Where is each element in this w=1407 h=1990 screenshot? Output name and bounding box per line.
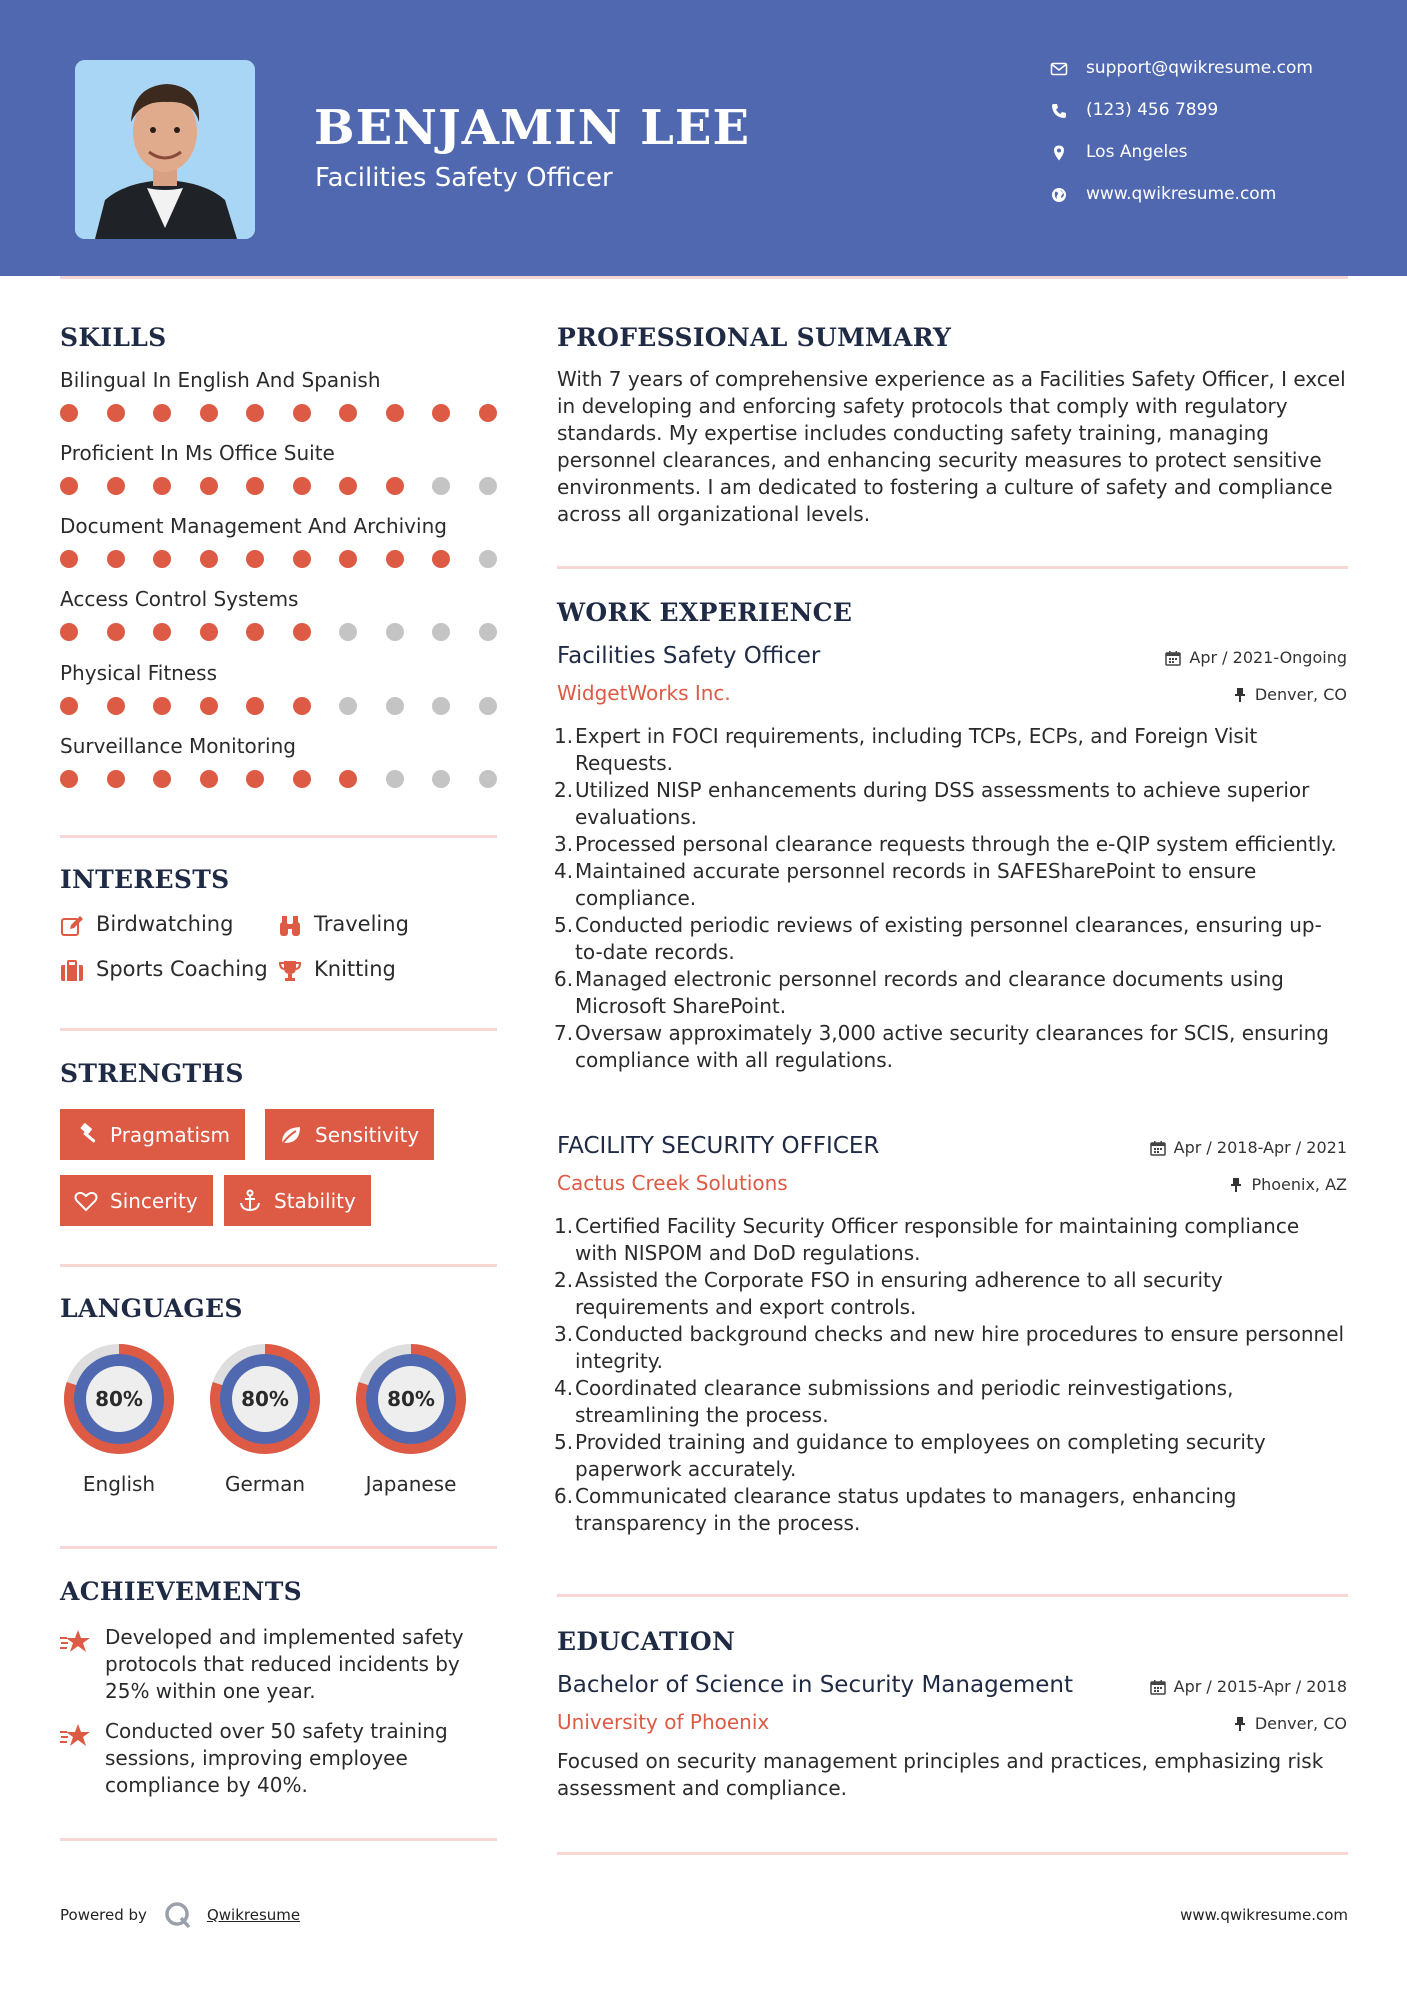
rating-dot-filled [386, 404, 404, 422]
interest-label: Birdwatching [96, 912, 234, 936]
language-percent: 80% [241, 1387, 289, 1411]
pushpin-icon [1233, 687, 1247, 703]
pushpin-icon [1229, 1177, 1243, 1193]
rating-dot-empty [432, 770, 450, 788]
candidate-title: Facilities Safety Officer [315, 163, 613, 193]
job-location-text: Phoenix, AZ [1251, 1175, 1347, 1194]
interest-label: Knitting [314, 957, 396, 981]
job-bullet-text: Conducted background checks and new hire procedures to ensure personnel integrity. [575, 1322, 1345, 1373]
anchor-icon [238, 1189, 262, 1213]
qwikresume-link[interactable]: Qwikresume [206, 1906, 301, 1924]
rating-dot-filled [293, 550, 311, 568]
rating-dot-filled [200, 404, 218, 422]
envelope-icon [1050, 60, 1068, 78]
phone-icon [1050, 102, 1068, 120]
education-location-text: Denver, CO [1254, 1714, 1347, 1733]
achievement-text: Developed and implemented safety protocols that reduced incidents by 25% within one year. [105, 1625, 464, 1703]
calendar-icon [1165, 650, 1181, 666]
star-icon [60, 1628, 92, 1656]
trophy-icon [278, 959, 302, 983]
strength-chip [60, 1109, 245, 1160]
strength-label: Stability [274, 1188, 356, 1213]
job-date-text: Apr / 2018-Apr / 2021 [1173, 1138, 1347, 1157]
job-bullet-text: Provided training and guidance to employees on completing security paperwork accurately. [575, 1430, 1266, 1481]
rating-dot-empty [386, 770, 404, 788]
job-date [1150, 1138, 1347, 1157]
rating-dot-empty [432, 477, 450, 495]
footer-url[interactable]: www.qwikresume.com [1180, 1906, 1348, 1924]
rating-dot-filled [200, 770, 218, 788]
rating-dot-filled [200, 477, 218, 495]
interests-heading: INTERESTS [60, 865, 230, 894]
section-divider [557, 1594, 1348, 1597]
rating-dot-empty [432, 697, 450, 715]
section-divider [60, 1028, 497, 1031]
job-company: WidgetWorks Inc. [557, 681, 731, 705]
section-divider [557, 566, 1348, 569]
job-bullet-text: Communicated clearance status updates to managers, enhancing transparency in the process. [575, 1484, 1237, 1535]
job-bullet: 6. Communicated clearance status updates to managers, enhancing transparency in the process. [554, 1484, 1237, 1535]
resume-header [0, 0, 1407, 276]
calendar-icon [1150, 1679, 1166, 1695]
rating-dot-filled [153, 770, 171, 788]
job-bullets [554, 1213, 1347, 1537]
job-bullet: 4. Coordinated clearance submissions and periodic reinvestigations, streamlining the process. [554, 1376, 1234, 1427]
job-bullet-text: Coordinated clearance submissions and periodic reinvestigations, streamlining the process. [575, 1376, 1234, 1427]
rating-dot-filled [432, 550, 450, 568]
education-degree: Bachelor of Science in Security Management [557, 1672, 1073, 1698]
education-location [1233, 1714, 1347, 1733]
rating-dot-filled [246, 697, 264, 715]
job-bullet-text: Utilized NISP enhancements during DSS assessments to achieve superior evaluations. [575, 778, 1310, 829]
rating-dot-empty [339, 697, 357, 715]
skill-rating [60, 550, 500, 570]
summary-heading: PROFESSIONAL SUMMARY [557, 323, 952, 352]
job-title: FACILITY SECURITY OFFICER [557, 1133, 880, 1159]
rating-dot-filled [107, 623, 125, 641]
globe-icon [1050, 186, 1068, 204]
strength-label: Pragmatism [110, 1122, 230, 1147]
job-entry [554, 643, 1347, 1103]
language-ring [204, 1338, 326, 1460]
language-percent: 80% [387, 1387, 435, 1411]
job-bullet: 2. Assisted the Corporate FSO in ensuring adherence to all security requirements and export controls. [554, 1268, 1223, 1319]
rating-dot-filled [339, 477, 357, 495]
section-divider [60, 1264, 497, 1267]
job-bullet-text: Expert in FOCI requirements, including TCPs, ECPs, and Foreign Visit Requests. [575, 724, 1258, 775]
section-divider [60, 1546, 497, 1549]
skill-name: Document Management And Archiving [60, 514, 447, 538]
candidate-name: BENJAMIN LEE [314, 100, 751, 156]
profile-photo-image [75, 60, 255, 239]
rating-dot-filled [60, 770, 78, 788]
rating-dot-filled [293, 477, 311, 495]
job-bullet-text: Maintained accurate personnel records in SAFESharePoint to ensure compliance. [575, 859, 1257, 910]
contact-phone-text: (123) 456 7899 [1086, 100, 1219, 120]
section-divider [557, 1852, 1348, 1855]
job-date [1165, 648, 1347, 667]
skill-rating [60, 697, 500, 717]
job-bullet: 7. Oversaw approximately 3,000 active security clearances for SCIS, ensuring compliance with all regulations. [554, 1021, 1329, 1072]
strength-label: Sensitivity [315, 1122, 420, 1147]
rating-dot-empty [479, 697, 497, 715]
job-entry [554, 1133, 1347, 1553]
rating-dot-filled [386, 550, 404, 568]
contact-website-text: www.qwikresume.com [1086, 184, 1277, 204]
rating-dot-empty [479, 623, 497, 641]
job-bullet: 2. Utilized NISP enhancements during DSS assessments to achieve superior evaluations. [554, 778, 1310, 829]
binoculars-icon [278, 914, 302, 938]
rating-dot-filled [293, 770, 311, 788]
achievements-heading: ACHIEVEMENTS [60, 1577, 302, 1606]
skill-rating [60, 404, 500, 424]
briefcase-icon [60, 959, 84, 983]
rating-dot-filled [246, 477, 264, 495]
skill-name: Bilingual In English And Spanish [60, 368, 381, 392]
job-bullet-text: Oversaw approximately 3,000 active security clearances for SCIS, ensuring compliance with all regulations. [575, 1021, 1329, 1072]
calendar-icon [1150, 1140, 1166, 1156]
leaf-icon [279, 1123, 303, 1147]
contact-email-text: support@qwikresume.com [1086, 58, 1313, 78]
job-bullet-text: Processed personal clearance requests through the e-QIP system efficiently. [575, 832, 1337, 856]
language-ring [58, 1338, 180, 1460]
job-bullet-text: Assisted the Corporate FSO in ensuring adherence to all security requirements and export controls. [575, 1268, 1223, 1319]
rating-dot-filled [200, 697, 218, 715]
rating-dot-filled [60, 404, 78, 422]
education-date-text: Apr / 2015-Apr / 2018 [1173, 1677, 1347, 1696]
language-item [58, 1338, 180, 1496]
rating-dot-empty [479, 477, 497, 495]
profile-photo [75, 60, 255, 239]
language-name: Japanese [365, 1472, 457, 1496]
job-bullet-text: Managed electronic personnel records and clearance documents using Microsoft SharePoint. [575, 967, 1284, 1018]
rating-dot-filled [200, 550, 218, 568]
header-divider [60, 276, 1348, 279]
contact-location-text: Los Angeles [1086, 142, 1188, 162]
interest-label: Sports Coaching [96, 957, 268, 981]
rating-dot-filled [293, 697, 311, 715]
interest-label: Traveling [314, 912, 409, 936]
rating-dot-filled [246, 770, 264, 788]
education-description: Focused on security management principles and practices, emphasizing risk assessment and compliance. [557, 1749, 1324, 1800]
strength-chip [60, 1175, 213, 1226]
language-ring [350, 1338, 472, 1460]
rating-dot-filled [60, 623, 78, 641]
skill-name: Proficient In Ms Office Suite [60, 441, 335, 465]
job-title: Facilities Safety Officer [557, 643, 821, 669]
experience-heading: WORK EXPERIENCE [557, 598, 853, 627]
rating-dot-filled [293, 623, 311, 641]
section-divider [60, 1838, 497, 1841]
education-date [1150, 1677, 1347, 1696]
map-marker-icon [1050, 144, 1068, 162]
rating-dot-filled [153, 623, 171, 641]
rating-dot-empty [479, 550, 497, 568]
achievement-text: Conducted over 50 safety training sessions, improving employee compliance by 40%. [105, 1719, 448, 1797]
language-item [204, 1338, 326, 1496]
rating-dot-filled [153, 404, 171, 422]
rating-dot-filled [386, 477, 404, 495]
pencil-square-icon [60, 914, 84, 938]
education-entry [557, 1672, 1347, 1812]
rating-dot-filled [153, 477, 171, 495]
rating-dot-filled [107, 550, 125, 568]
job-location [1233, 685, 1347, 704]
strength-chip [224, 1175, 371, 1226]
skill-rating [60, 623, 500, 643]
rating-dot-filled [107, 697, 125, 715]
rating-dot-empty [479, 770, 497, 788]
language-percent: 80% [95, 1387, 143, 1411]
job-location-text: Denver, CO [1254, 685, 1347, 704]
heart-icon [74, 1189, 98, 1213]
strength-label: Sincerity [110, 1188, 198, 1213]
skill-item [60, 661, 500, 717]
rating-dot-empty [386, 697, 404, 715]
footer-powered-by [60, 1900, 300, 1930]
skill-item [60, 368, 500, 424]
skill-item [60, 587, 500, 643]
job-location [1229, 1175, 1347, 1194]
job-bullet: 1. Expert in FOCI requirements, including TCPs, ECPs, and Foreign Visit Requests. [554, 724, 1258, 775]
language-item [350, 1338, 472, 1496]
star-icon [60, 1722, 92, 1750]
skill-item [60, 514, 500, 570]
rating-dot-filled [339, 550, 357, 568]
skill-item [60, 441, 500, 497]
language-name: English [82, 1472, 156, 1496]
rating-dot-filled [107, 477, 125, 495]
strength-chip [265, 1109, 434, 1160]
rating-dot-filled [153, 697, 171, 715]
languages-heading: LANGUAGES [60, 1294, 243, 1323]
job-bullet: 4. Maintained accurate personnel records in SAFESharePoint to ensure compliance. [554, 859, 1257, 910]
rating-dot-filled [246, 404, 264, 422]
rating-dot-filled [107, 404, 125, 422]
skill-name: Access Control Systems [60, 587, 299, 611]
rating-dot-filled [293, 404, 311, 422]
summary-text: With 7 years of comprehensive experience as a Facilities Safety Officer, I excel in developing and enforcing safety protocols that comply with regulatory standards. My expertise includes conducting safety training, managing personnel clearances, and enhancing security measures to protect sensitive environments. I am dedicated to fostering a culture of safety and compliance across all organizational levels. [557, 367, 1346, 526]
powered-by-text: Powered by [60, 1906, 147, 1924]
rating-dot-filled [60, 697, 78, 715]
rating-dot-filled [432, 404, 450, 422]
skill-name: Surveillance Monitoring [60, 734, 296, 758]
rating-dot-filled [479, 404, 497, 422]
education-school: University of Phoenix [557, 1710, 770, 1734]
qwikresume-logo-icon [163, 1900, 193, 1930]
rating-dot-filled [60, 550, 78, 568]
rating-dot-filled [200, 623, 218, 641]
job-date-text: Apr / 2021-Ongoing [1189, 648, 1347, 667]
section-divider [60, 835, 497, 838]
language-name: German [224, 1472, 306, 1496]
job-bullet: 5. Provided training and guidance to employees on completing security paperwork accurately. [554, 1430, 1266, 1481]
job-bullet: 1. Certified Facility Security Officer responsible for maintaining compliance with NISPOM and DoD regulations. [554, 1214, 1300, 1265]
rating-dot-filled [153, 550, 171, 568]
rating-dot-filled [339, 404, 357, 422]
education-heading: EDUCATION [557, 1627, 736, 1656]
skills-heading: SKILLS [60, 323, 167, 352]
job-bullet-text: Certified Facility Security Officer responsible for maintaining compliance with NISPOM and DoD regulations. [575, 1214, 1300, 1265]
job-bullet: 6. Managed electronic personnel records and clearance documents using Microsoft SharePoint. [554, 967, 1284, 1018]
strengths-heading: STRENGTHS [60, 1059, 244, 1088]
gavel-icon [74, 1123, 98, 1147]
rating-dot-filled [246, 623, 264, 641]
job-company: Cactus Creek Solutions [557, 1171, 788, 1195]
rating-dot-empty [432, 623, 450, 641]
skill-rating [60, 477, 500, 497]
job-bullet-text: Conducted periodic reviews of existing personnel clearances, ensuring up-to-date records. [575, 913, 1322, 964]
rating-dot-empty [386, 623, 404, 641]
rating-dot-filled [246, 550, 264, 568]
rating-dot-filled [107, 770, 125, 788]
rating-dot-filled [339, 770, 357, 788]
pushpin-icon [1233, 1716, 1247, 1732]
job-bullet: 3. Conducted background checks and new hire procedures to ensure personnel integrity. [554, 1322, 1345, 1373]
rating-dot-filled [60, 477, 78, 495]
job-bullet: 3. Processed personal clearance requests through the e-QIP system efficiently. [554, 832, 1337, 856]
rating-dot-empty [339, 623, 357, 641]
skill-rating [60, 770, 500, 790]
job-bullet: 5. Conducted periodic reviews of existing personnel clearances, ensuring up-to-date records. [554, 913, 1322, 964]
job-bullets [554, 723, 1347, 1074]
skill-item [60, 734, 500, 790]
skill-name: Physical Fitness [60, 661, 217, 685]
